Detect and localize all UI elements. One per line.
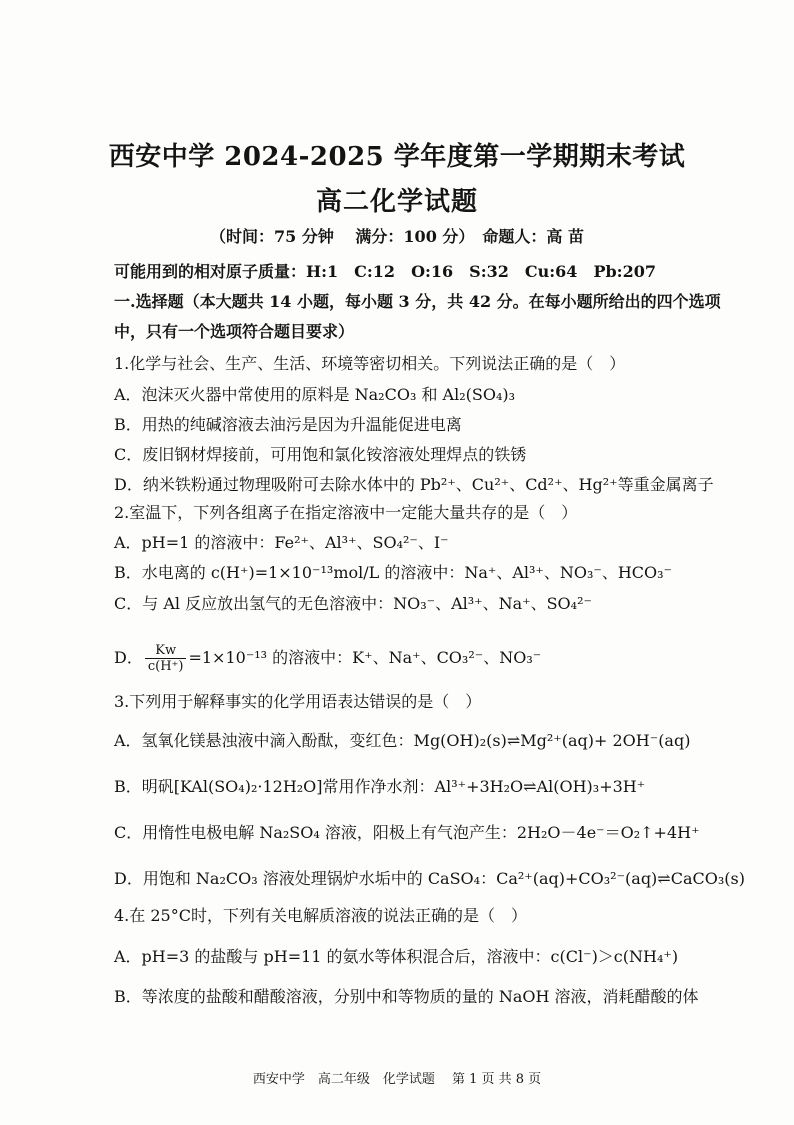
q3-stem: 3.下列用于解释事实的化学用语表达错误的是（ ） bbox=[114, 692, 482, 711]
q3-option-a: A．氢氧化镁悬浊液中滴入酚酞，变红色：Mg(OH)₂(s)⇌Mg²⁺(aq)+ 2OH⁻(aq) bbox=[114, 731, 691, 750]
q2-fraction-denominator: c(H⁺) bbox=[147, 659, 184, 674]
atomic-masses: 可能用到的相对原子质量：H:1 C:12 O:16 S:32 Cu:64 Pb:207 bbox=[114, 262, 656, 281]
section-heading-line1: 一.选择题（本大题共 14 小题，每小题 3 分，共 42 分。在每小题所给出的四个选项 bbox=[114, 292, 721, 311]
q3-option-b: B．明矾[KAl(SO₄)₂·12H₂O]常用作净水剂：Al³⁺+3H₂O⇌Al(OH)₃+3H⁺ bbox=[114, 777, 646, 796]
q2-stem: 2.室温下，下列各组离子在指定溶液中一定能大量共存的是（ ） bbox=[114, 503, 578, 522]
q1-option-d: D．纳米铁粉通过物理吸附可去除水体中的 Pb²⁺、Cu²⁺、Cd²⁺、Hg²⁺等重金属离子 bbox=[114, 475, 714, 494]
q1-option-c: C．废旧钢材焊接前，可用饱和氯化铵溶液处理焊点的铁锈 bbox=[114, 445, 527, 464]
q2-option-d-prefix: D． bbox=[114, 648, 143, 667]
exam-subtitle: 高二化学试题 bbox=[315, 187, 478, 217]
q2-option-c: C．与 Al 反应放出氢气的无色溶液中：NO₃⁻、Al³⁺、Na⁺、SO₄²⁻ bbox=[114, 594, 592, 613]
q3-option-d: D．用饱和 Na₂CO₃ 溶液处理锅炉水垢中的 CaSO₄：Ca²⁺(aq)+CO₃²⁻(aq)⇌CaCO₃(s) bbox=[114, 869, 745, 888]
q3-option-c: C．用惰性电极电解 Na₂SO₄ 溶液，阳极上有气泡产生：2H₂O－4e⁻＝O₂↑+4H⁺ bbox=[114, 823, 700, 842]
q2-fraction-numerator: Kw bbox=[145, 643, 187, 659]
q4-option-b: B．等浓度的盐酸和醋酸溶液，分别中和等物质的量的 NaOH 溶液，消耗醋酸的体 bbox=[114, 987, 699, 1006]
q2-option-d bbox=[114, 638, 754, 678]
section-heading-line2: 中，只有一个选项符合题目要求） bbox=[114, 322, 355, 341]
exam-title: 西安中学 2024-2025 学年度第一学期期末考试 bbox=[108, 142, 686, 172]
q4-option-a: A．pH=3 的盐酸与 pH=11 的氨水等体积混合后，溶液中：c(Cl⁻)＞c(NH₄⁺) bbox=[114, 947, 679, 966]
page-footer: 西安中学 高二年级 化学试题 第 1 页 共 8 页 bbox=[252, 1072, 542, 1087]
q1-option-b: B．用热的纯碱溶液去油污是因为升温能促进电离 bbox=[114, 415, 462, 434]
exam-meta: （时间：75 分钟 满分：100 分） 命题人：高 苗 bbox=[210, 227, 584, 246]
q2-option-b: B．水电离的 c(H⁺)=1×10⁻¹³mol/L 的溶液中：Na⁺、Al³⁺、NO₃⁻、HCO₃⁻ bbox=[114, 563, 673, 582]
q1-option-a: A．泡沫灭火器中常使用的原料是 Na₂CO₃ 和 Al₂(SO₄)₃ bbox=[114, 385, 516, 404]
q1-stem: 1.化学与社会、生产、生活、环境等密切相关。下列说法正确的是（ ） bbox=[114, 354, 626, 373]
q2-option-a: A．pH=1 的溶液中：Fe²⁺、Al³⁺、SO₄²⁻、I⁻ bbox=[114, 533, 449, 552]
q4-stem: 4.在 25°C时，下列有关电解质溶液的说法正确的是（ ） bbox=[114, 906, 527, 925]
q2-fraction bbox=[145, 643, 187, 674]
q2-option-d-rest: =1×10⁻¹³ 的溶液中：K⁺、Na⁺、CO₃²⁻、NO₃⁻ bbox=[188, 648, 542, 667]
